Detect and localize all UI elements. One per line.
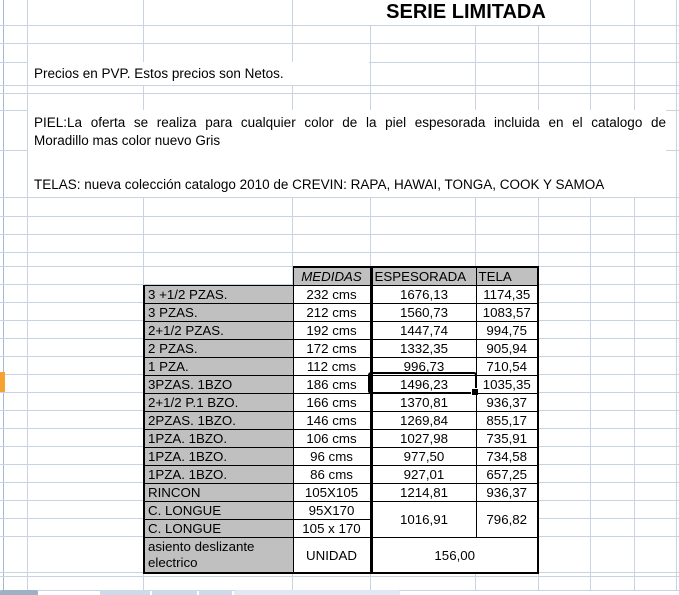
espesorada-cell[interactable]: 977,50 — [371, 448, 476, 466]
medida-cell[interactable]: 106 cms — [293, 430, 371, 448]
medida-cell[interactable]: 95X170 — [293, 502, 371, 520]
espesorada-cell[interactable]: 1332,35 — [371, 340, 476, 358]
medida-cell[interactable]: 166 cms — [293, 394, 371, 412]
tela-cell[interactable]: 734,58 — [476, 448, 538, 466]
document-title: SERIE LIMITADA — [386, 1, 546, 23]
espesorada-cell[interactable]: 996,73 — [371, 358, 476, 376]
sheet-tab[interactable] — [234, 590, 400, 595]
medida-cell[interactable]: 105 x 170 — [293, 520, 371, 538]
note-telas: TELAS: nueva colección catalogo 2010 de CREVIN: RAPA, HAWAI, TONGA, COOK Y SAMOA — [34, 177, 605, 192]
sheet-tab[interactable] — [100, 590, 150, 595]
espesorada-cell[interactable]: 156,00 — [371, 538, 538, 574]
espesorada-cell[interactable]: 1370,81 — [371, 394, 476, 412]
tela-cell[interactable]: 1174,35 — [476, 286, 538, 304]
row-label-cell[interactable]: 1PZA. 1BZO. — [144, 466, 293, 484]
row-label-cell[interactable]: C. LONGUE — [144, 502, 293, 520]
tela-cell[interactable]: 657,25 — [476, 466, 538, 484]
price-table — [143, 266, 539, 574]
row-label-cell[interactable]: RINCON — [144, 484, 293, 502]
espesorada-cell[interactable]: 1676,13 — [371, 286, 476, 304]
tela-cell[interactable]: 994,75 — [476, 322, 538, 340]
espesorada-cell[interactable]: 1269,84 — [371, 412, 476, 430]
medida-cell[interactable]: 146 cms — [293, 412, 371, 430]
espesorada-cell[interactable]: 1560,73 — [371, 304, 476, 322]
tela-cell[interactable]: 710,54 — [476, 358, 538, 376]
row-label-cell[interactable]: 1PZA. 1BZO. — [144, 430, 293, 448]
note-piel-line2: Moradillo mas color nuevo Gris — [34, 133, 221, 148]
row-label-cell[interactable]: 3 PZAS. — [144, 304, 293, 322]
sheet-tab[interactable] — [152, 590, 197, 595]
note-precios: Precios en PVP. Estos precios son Netos. — [34, 66, 284, 81]
medida-cell[interactable]: 186 cms — [293, 376, 371, 394]
row-label-cell[interactable]: 2+1/2 PZAS. — [144, 322, 293, 340]
row-label-cell[interactable]: 3PZAS. 1BZO — [144, 376, 293, 394]
price-table-body — [144, 286, 538, 574]
medida-cell[interactable]: 96 cms — [293, 448, 371, 466]
column-header-espesorada[interactable]: ESPESORADA — [371, 267, 476, 286]
tela-cell[interactable]: 1035,35 — [476, 376, 538, 394]
note-piel — [34, 114, 666, 150]
espesorada-cell[interactable]: 1214,81 — [371, 484, 476, 502]
medida-cell[interactable]: 86 cms — [293, 466, 371, 484]
row-label-cell[interactable]: asiento deslizante electrico — [144, 538, 293, 574]
medida-cell[interactable]: 105X105 — [293, 484, 371, 502]
espesorada-cell[interactable]: 1447,74 — [371, 322, 476, 340]
row-label-cell[interactable]: 3 +1/2 PZAS. — [144, 286, 293, 304]
tela-cell[interactable]: 936,37 — [476, 484, 538, 502]
espesorada-cell[interactable]: 1027,98 — [371, 430, 476, 448]
column-header-tela[interactable]: TELA — [476, 267, 538, 286]
sheet-tab[interactable] — [0, 590, 38, 595]
row-label-cell[interactable]: 2PZAS. 1BZO. — [144, 412, 293, 430]
row-label-cell[interactable]: 2 PZAS. — [144, 340, 293, 358]
column-header-medidas[interactable]: MEDIDAS — [293, 267, 371, 286]
row-label-cell[interactable]: 2+1/2 P.1 BZO. — [144, 394, 293, 412]
medida-cell[interactable]: 232 cms — [293, 286, 371, 304]
fill-handle[interactable] — [472, 389, 478, 395]
espesorada-cell[interactable]: 927,01 — [371, 466, 476, 484]
espesorada-cell[interactable]: 1496,23 — [371, 376, 476, 394]
tela-cell[interactable]: 936,37 — [476, 394, 538, 412]
tela-cell[interactable]: 905,94 — [476, 340, 538, 358]
medida-cell[interactable]: 172 cms — [293, 340, 371, 358]
row-label-cell[interactable]: 1PZA. 1BZO. — [144, 448, 293, 466]
sheet-tab[interactable] — [199, 590, 232, 595]
tela-cell[interactable]: 1083,57 — [476, 304, 538, 322]
medida-cell[interactable]: 212 cms — [293, 304, 371, 322]
tela-cell[interactable]: 735,91 — [476, 430, 538, 448]
note-piel-line1: PIEL:La oferta se realiza para cualquier color de la piel espesorada incluida en el catalogo de — [34, 115, 666, 130]
empty-header-cell[interactable] — [144, 267, 293, 286]
row-label-cell[interactable]: 1 PZA. — [144, 358, 293, 376]
medida-cell[interactable]: UNIDAD — [293, 538, 371, 574]
medida-cell[interactable]: 112 cms — [293, 358, 371, 376]
medida-cell[interactable]: 192 cms — [293, 322, 371, 340]
espesorada-cell[interactable]: 1016,91 — [371, 502, 476, 538]
selected-row-indicator — [0, 372, 5, 392]
tela-cell[interactable]: 855,17 — [476, 412, 538, 430]
tela-cell[interactable]: 796,82 — [476, 502, 538, 538]
row-label-cell[interactable]: C. LONGUE — [144, 520, 293, 538]
